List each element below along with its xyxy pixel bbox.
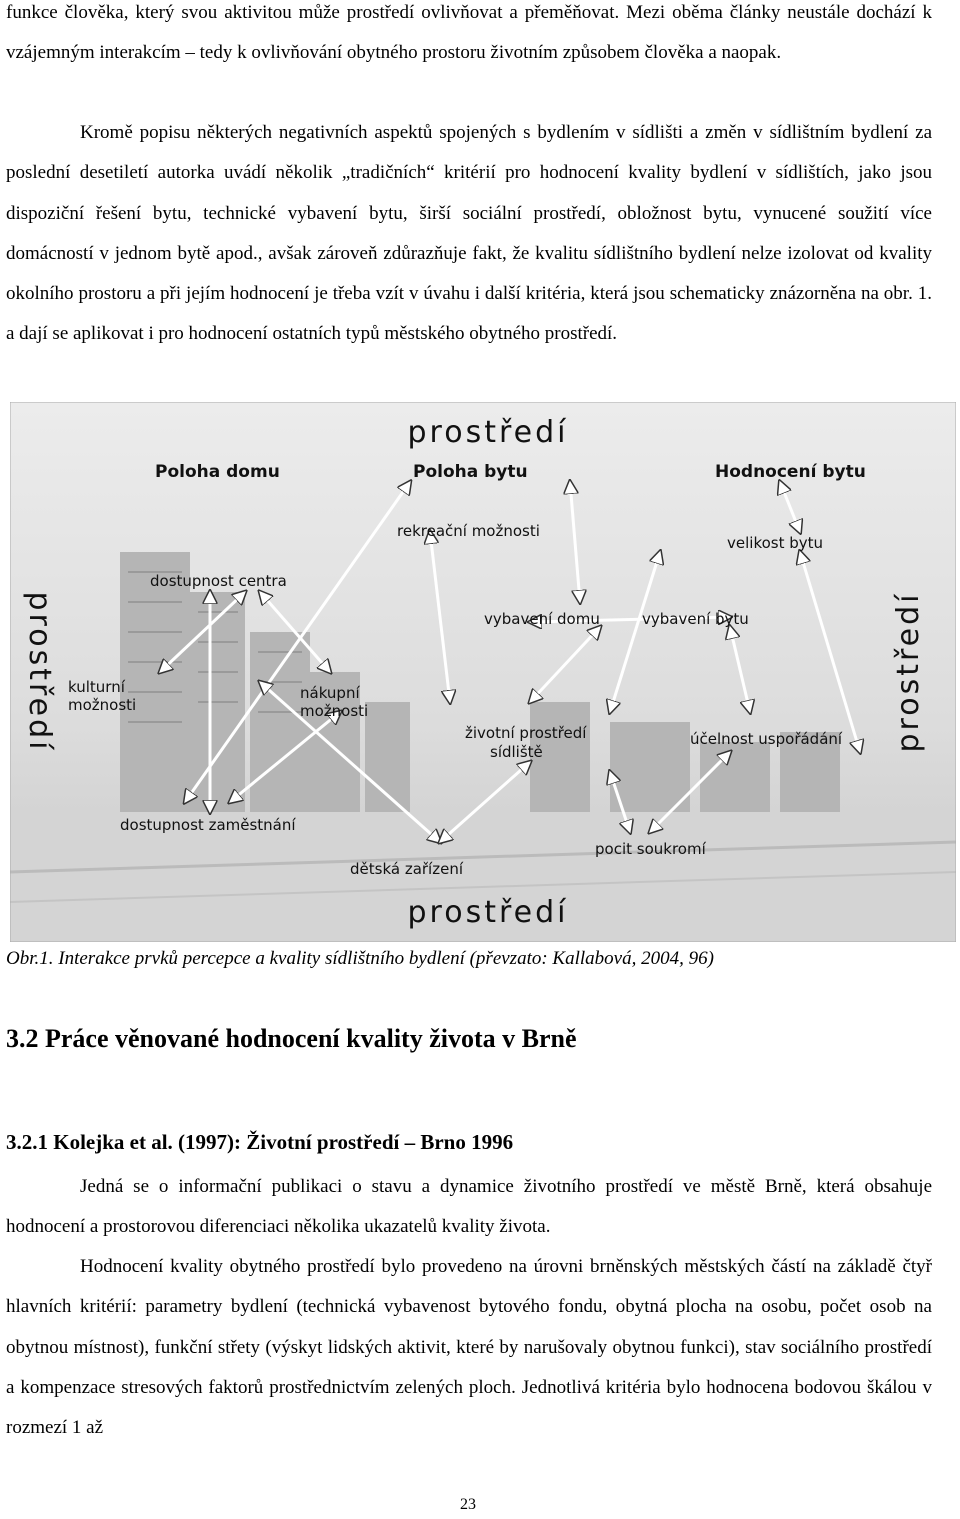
- label-rekreacni: rekreační možnosti: [397, 522, 540, 540]
- label-kulturni-1: kulturní: [68, 678, 125, 696]
- paragraph-publication: Jedná se o informační publikaci o stavu a dynamice životního prostředí ve městě Brně, která obsahuje hodnocení a prostorovou diferenciaci několika ukazatelů kvality života.: [6, 1176, 932, 1238]
- label-vybaveni-domu: vybavení domu: [484, 610, 600, 628]
- label-pocit-soukromi: pocit soukromí: [595, 840, 706, 858]
- frame-top-label: prostředí: [407, 415, 569, 450]
- label-dostupnost-zamestnani: dostupnost zaměstnání: [120, 816, 296, 834]
- heading-poloha-domu: Poloha domu: [155, 462, 280, 482]
- subsection-heading: 3.2.1 Kolejka et al. (1997): Životní prostředí – Brno 1996: [6, 1130, 514, 1154]
- label-vybaveni-bytu: vybavení bytu: [642, 610, 749, 628]
- label-velikost-bytu: velikost bytu: [727, 534, 824, 552]
- diagram-svg: [10, 402, 956, 942]
- label-nakupni-2: možnosti: [300, 702, 369, 720]
- frame-left-label: prostředí: [22, 591, 57, 753]
- figure-caption: Obr.1. Interakce prvků percepce a kvality sídlištního bydlení (převzato: Kallabová, 2004, 96): [6, 948, 714, 969]
- label-ucelnost: účelnost uspořádání: [690, 730, 843, 748]
- label-nakupni-1: nákupní: [300, 684, 360, 702]
- label-detska-zarizeni: dětská zařízení: [350, 860, 464, 878]
- figure-photo-diagram: [10, 402, 956, 942]
- heading-poloha-bytu: Poloha bytu: [413, 462, 528, 482]
- diagram-headings: [155, 462, 866, 482]
- paragraph-criteria: Kromě popisu některých negativních aspektů spojených s bydlením v sídlišti a změn v sídlištním bydlení za poslední desetiletí autorka uvádí několik „tradičních“ kritérií pro hodnocení kvality bydlení v sídlištích, jako jsou dispoziční řešení bytu, technické vybavení bytu, širší sociální prostředí, obložnost bytu, vynucené soužití více domácností v jednom bytě apod., avšak zároveň zdůrazňuje fakt, že kvalitu sídlištního bydlení nelze izolovat od kvality okolního prostoru a při jejím hodnocení je třeba vzít v úvahu i další kritéria, která jsou schematicky znázorněna na obr. 1. a dají se aplikovat i pro hodnocení ostatních typů městského obytného prostředí.: [6, 122, 932, 345]
- label-dostupnost-centra: dostupnost centra: [150, 572, 287, 590]
- intro-paragraph: funkce člověka, který svou aktivitou může prostředí ovlivňovat a přeměňovat. Mezi oběma články neustále dochází k vzájemným interakcím – tedy k ovlivňování obytného prostoru životním způsobem člověka a naopak.: [6, 2, 932, 64]
- paragraph-evaluation: Hodnocení kvality obytného prostředí bylo provedeno na úrovni brněnských městských částí na základě čtyř hlavních kritérií: parametry bydlení (technická vybavenost bytového fondu, obytná plocha na osobu, počet osob na obytnou místnost), funkční střety (výskyt lidských aktivit, které by narušovaly obytnou funkci), stav sociálního prostředí a kompenzace stresových faktorů prostřednictvím zelených ploch. Jednotlivá kritéria bylo hodnocena bodovou škálou v rozmezí 1 až: [6, 1256, 932, 1439]
- label-zivotni-1: životní prostředí: [465, 724, 587, 742]
- page-number: 23: [460, 1496, 476, 1513]
- label-zivotni-2: sídliště: [490, 743, 543, 761]
- frame-right-label: prostředí: [891, 591, 926, 753]
- frame-bottom-label: prostředí: [407, 895, 569, 930]
- heading-hodnoceni-bytu: Hodnocení bytu: [715, 462, 866, 482]
- section-heading: 3.2 Práce věnované hodnocení kvality života v Brně: [6, 1024, 577, 1053]
- label-kulturni-2: možnosti: [68, 696, 137, 714]
